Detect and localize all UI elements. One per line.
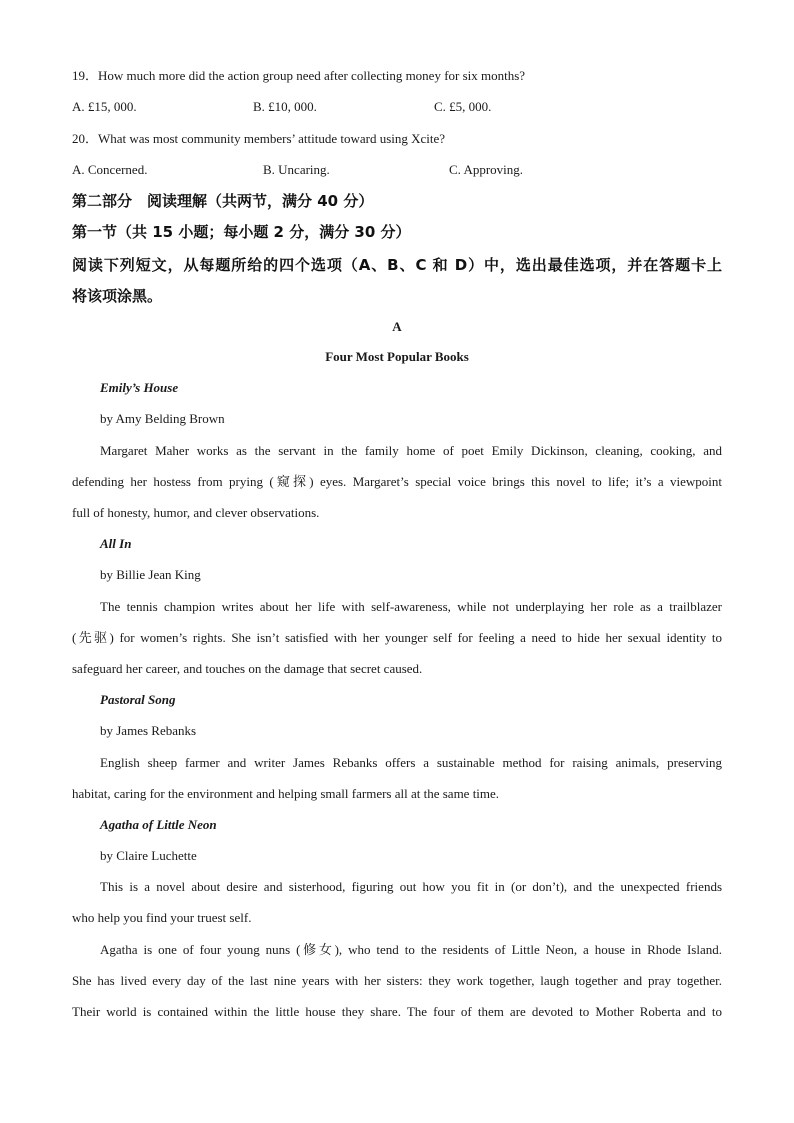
part-heading: 第二部分 阅读理解（共两节，满分 40 分） <box>72 192 374 210</box>
passage-label: A <box>392 319 402 334</box>
book-author: by Claire Luchette <box>100 848 197 863</box>
book-author: by James Rebanks <box>100 723 197 738</box>
question-19-option-c: C. £5, 000. <box>434 99 492 114</box>
passage-title: Four Most Popular Books <box>325 349 469 364</box>
book-title: Emily’s House <box>100 380 179 395</box>
question-20-option-b: B. Uncaring. <box>263 162 330 177</box>
question-20-option-a: A. Concerned. <box>72 162 148 177</box>
question-19-option-b: B. £10, 000. <box>253 99 317 114</box>
book-author: by Amy Belding Brown <box>100 411 225 426</box>
book-description: English sheep farmer and writer James Rebanks offers a sustainable method for raising animals, preserving habitat, caring for the environment and helping small farmers all at the same time. <box>72 755 722 801</box>
book-description: Margaret Maher works as the servant in the family home of poet Emily Dickinson, cleaning, cooking, and defending her hostess from prying (窥探) eyes. Margaret’s special voice brings this novel to life; it’s a viewpoint full of honesty, humor, and clever observations. <box>72 443 722 520</box>
question-20-option-c: C. Approving. <box>449 162 524 177</box>
book-description: This is a novel about desire and sisterhood, figuring out how you fit in (or don’t), and the unexpected friends who help you find your truest self. <box>72 879 722 925</box>
instruction-line-2: 将该项涂黑。 <box>72 287 163 305</box>
instruction-line-1: 阅读下列短文，从每题所给的四个选项（A、B、C 和 D）中，选出最佳选项，并在答题卡上 <box>72 256 722 274</box>
question-20-stem: 20．What was most community members’ attitude toward using Xcite? <box>72 131 446 146</box>
book-title: All In <box>100 536 132 551</box>
book-title: Pastoral Song <box>100 692 176 707</box>
sub-heading: 第一节（共 15 小题；每小题 2 分，满分 30 分） <box>72 223 411 241</box>
question-19-option-a: A. £15, 000. <box>72 99 137 114</box>
question-19-stem: 19．How much more did the action group need after collecting money for six months? <box>72 68 526 83</box>
book-description: The tennis champion writes about her life with self-awareness, while not underplaying her role as a trailblazer (先驱) for women’s rights. She isn’t satisfied with her younger self for feeling a need to hide her sexual identity to safeguard her career, and touches on the damage that secret caused. <box>72 599 722 676</box>
book-title: Agatha of Little Neon <box>100 817 217 832</box>
book-author: by Billie Jean King <box>100 567 201 582</box>
book-description-continued: Agatha is one of four young nuns (修女), who tend to the residents of Little Neon, a house in Rhode Island. She has lived every day of the last nine years with her sisters: they work together, laugh together and pray together. Their world is contained within the little house they share. The four of them are devoted to Mother Roberta and to <box>72 942 722 1019</box>
